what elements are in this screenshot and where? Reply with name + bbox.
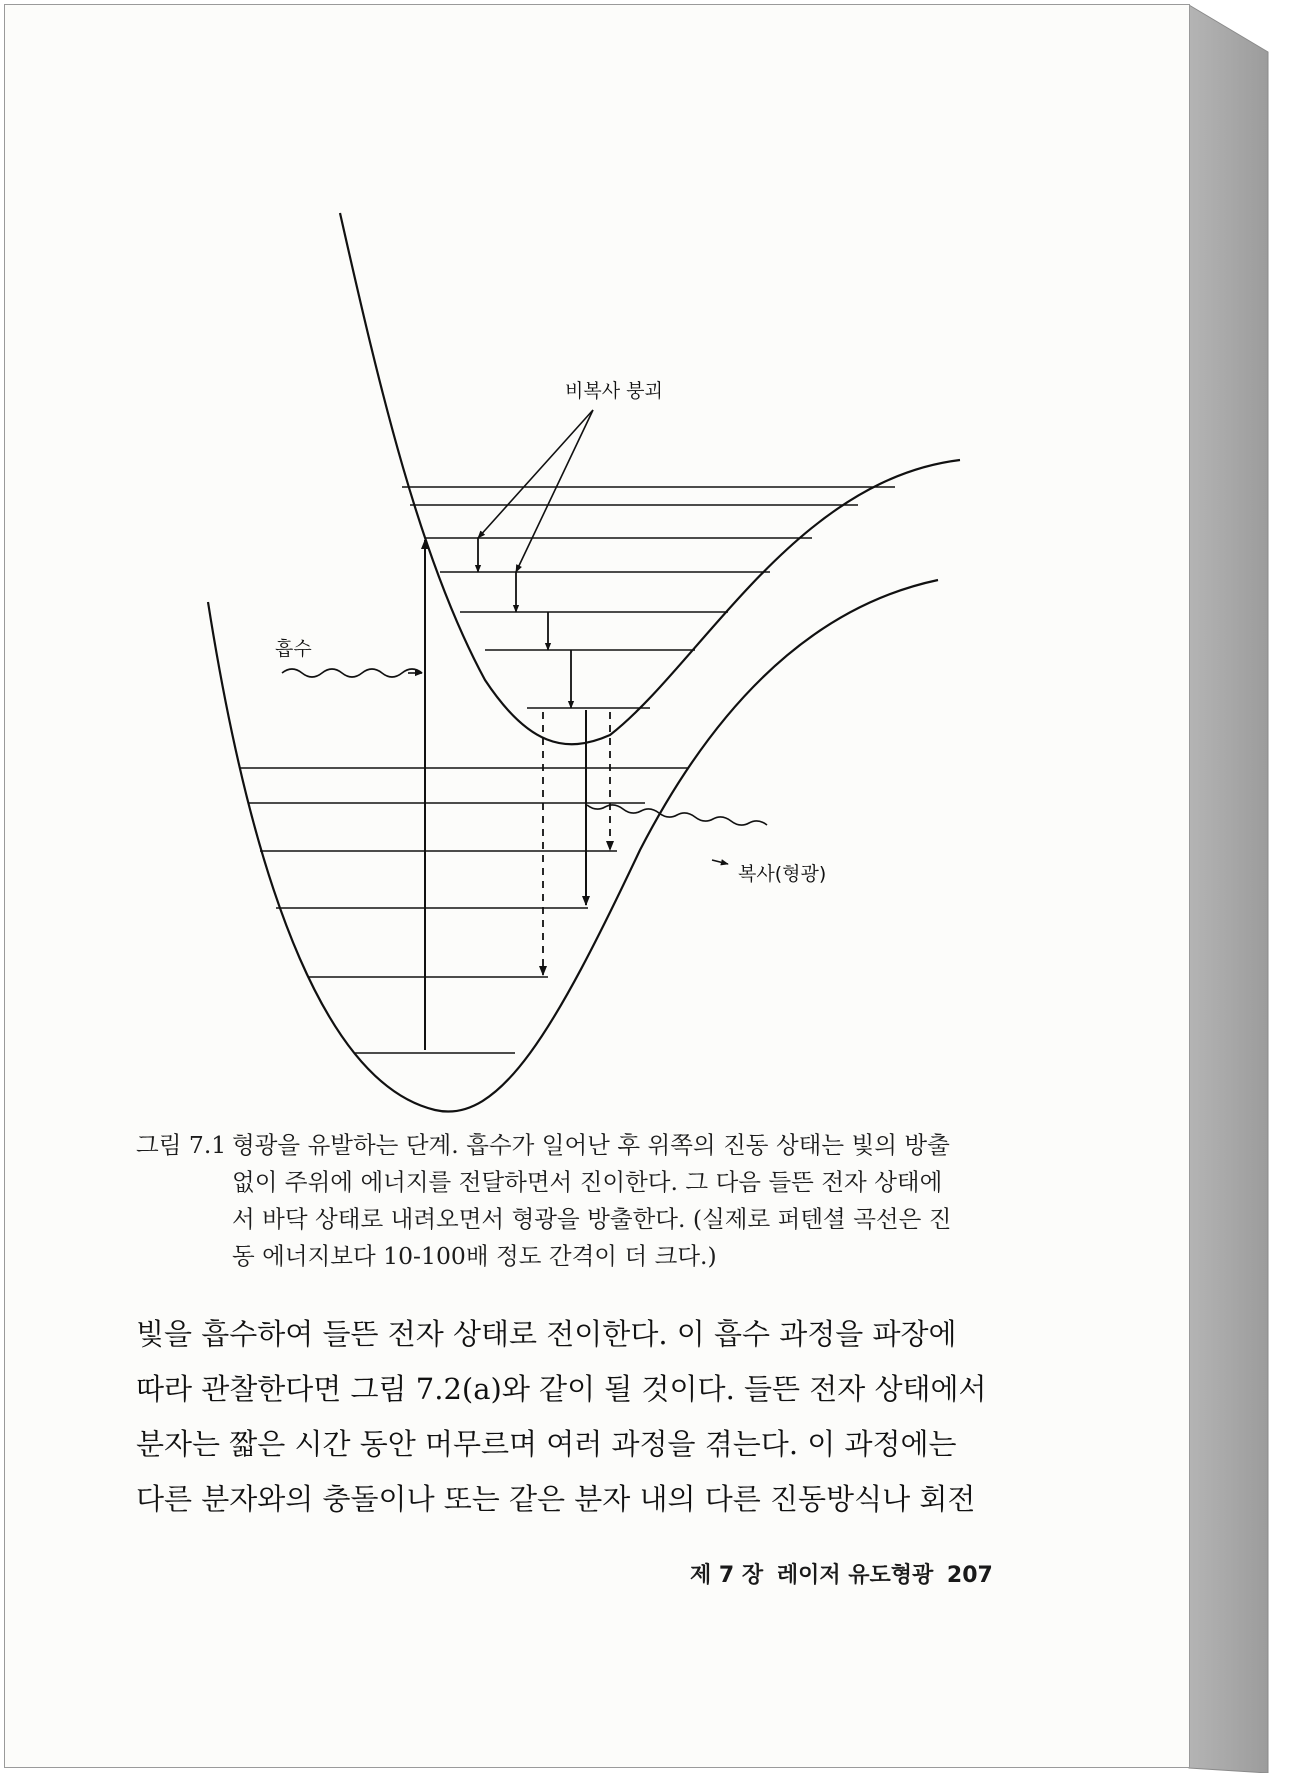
nonradiative-step-arrows xyxy=(478,538,571,708)
footer-chapter: 제 7 장 xyxy=(690,1563,764,1588)
figure-caption-label: 그림 7.1 xyxy=(136,1131,227,1159)
excited-state-potential-curve xyxy=(340,213,960,744)
emission-photon-wave xyxy=(587,805,767,825)
caption-line: 형광을 유발하는 단계. 흡수가 일어난 후 위쪽의 진동 상태는 빛의 방출 xyxy=(232,1131,950,1159)
caption-line: 동 에너지보다 10-100배 정도 간격이 더 크다.) xyxy=(232,1242,717,1270)
nonradiative-pointer xyxy=(478,410,593,538)
footer-title: 레이저 유도형광 xyxy=(776,1563,934,1588)
body-line: 빛을 흡수하여 들뜬 전자 상태로 전이한다. 이 흡수 과정을 파장에 xyxy=(136,1317,957,1351)
caption-line: 서 바닥 상태로 내려오면서 형광을 방출한다. (실제로 퍼텐셜 곡선은 진 xyxy=(232,1205,952,1233)
radiation-label: 복사(형광) xyxy=(738,863,827,885)
nonradiative-pointers xyxy=(478,410,593,572)
nonradiative-decay-label: 비복사 붕괴 xyxy=(565,380,663,402)
emission-photon-head xyxy=(712,860,728,864)
ground-state-potential-curve xyxy=(208,580,938,1112)
absorption-photon-wave xyxy=(282,669,422,677)
nonradiative-pointer xyxy=(516,410,593,572)
ground-vibrational-levels xyxy=(240,768,688,1053)
running-footer xyxy=(690,1558,999,1589)
caption-line: 없이 주위에 에너지를 전달하면서 진이한다. 그 다음 들뜬 전자 상태에 xyxy=(232,1168,943,1196)
body-line: 따라 관찰한다면 그림 7.2(a)와 같이 될 것이다. 들뜬 전자 상태에서 xyxy=(136,1372,987,1406)
page-number: 207 xyxy=(946,1563,993,1588)
body-line: 분자는 짧은 시간 동안 머무르며 여러 과정을 겪는다. 이 과정에는 xyxy=(136,1427,957,1461)
figure-caption xyxy=(136,1127,1025,1275)
body-line: 다른 분자와의 충돌이나 또는 같은 분자 내의 다른 진동방식나 회전 xyxy=(136,1482,976,1516)
body-text xyxy=(136,1307,1025,1527)
absorption-label: 흡수 xyxy=(275,638,312,660)
